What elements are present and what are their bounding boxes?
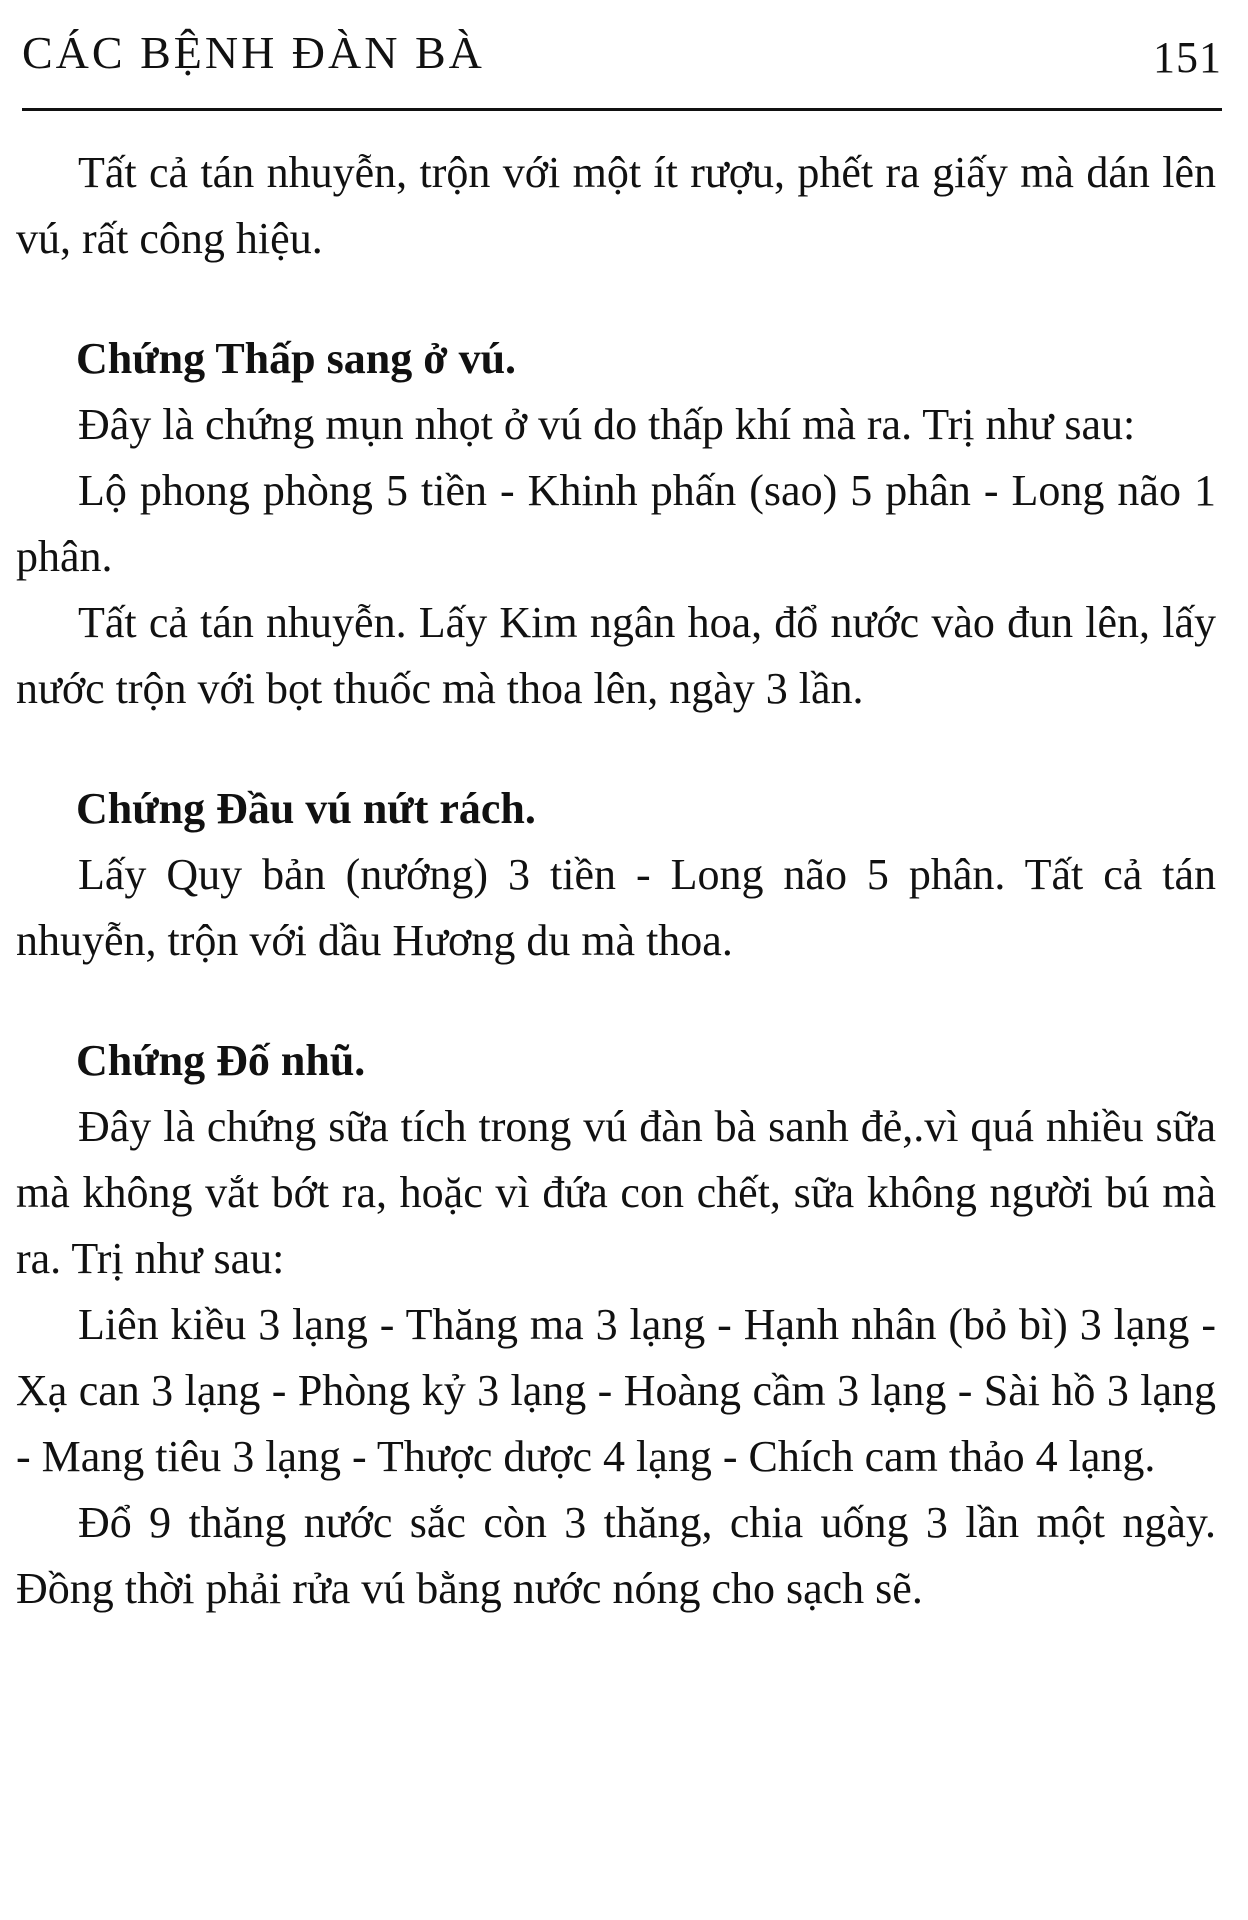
page-body <box>16 140 1216 1622</box>
intro-paragraph: Tất cả tán nhuyễn, trộn với một ít rượu, phết ra giấy mà dán lên vú, rất công hiệu. <box>16 148 1216 263</box>
do-nhu-paragraph-2: Liên kiều 3 lạng - Thăng ma 3 lạng - Hạnh nhân (bỏ bì) 3 lạng - Xạ can 3 lạng - Phòng kỷ 3 lạng - Hoàng cầm 3 lạng - Sài hồ 3 lạng - Mang tiêu 3 lạng - Thược dược 4 lạng - Chích cam thảo 4 lạng. <box>16 1300 1216 1481</box>
section-spacer <box>16 272 1216 326</box>
thap-sang-paragraph-3: Tất cả tán nhuyễn. Lấy Kim ngân hoa, đổ nước vào đun lên, lấy nước trộn với bọt thuốc mà thoa lên, ngày 3 lần. <box>16 598 1216 713</box>
section-spacer <box>16 974 1216 1028</box>
thap-sang-paragraph-2: Lộ phong phòng 5 tiền - Khinh phấn (sao) 5 phân - Long não 1 phân. <box>16 466 1216 581</box>
section-heading-do-nhu: Chứng Đố nhũ. <box>76 1036 366 1085</box>
do-nhu-paragraph-1: Đây là chứng sữa tích trong vú đàn bà sanh đẻ,.vì quá nhiều sữa mà không vắt bớt ra, hoặc vì đứa con chết, sữa không người bú mà ra. Trị như sau: <box>16 1102 1216 1283</box>
do-nhu-paragraph-3: Đổ 9 thăng nước sắc còn 3 thăng, chia uống 3 lần một ngày. Đồng thời phải rửa vú bằng nước nóng cho sạch sẽ. <box>16 1498 1216 1613</box>
page-number: 151 <box>1153 33 1222 82</box>
thap-sang-paragraph-1: Đây là chứng mụn nhọt ở vú do thấp khí mà ra. Trị như sau: <box>78 400 1136 449</box>
header-rule <box>22 108 1222 111</box>
section-spacer <box>16 722 1216 776</box>
running-title: CÁC BỆNH ĐÀN BÀ <box>22 27 485 78</box>
section-heading-dau-vu: Chứng Đầu vú nứt rách. <box>76 784 536 833</box>
section-heading-thap-sang: Chứng Thấp sang ở vú. <box>76 334 517 383</box>
running-header <box>22 18 1222 88</box>
dau-vu-paragraph-1: Lấy Quy bản (nướng) 3 tiền - Long não 5 phân. Tất cả tán nhuyễn, trộn với dầu Hương du mà thoa. <box>16 850 1216 965</box>
